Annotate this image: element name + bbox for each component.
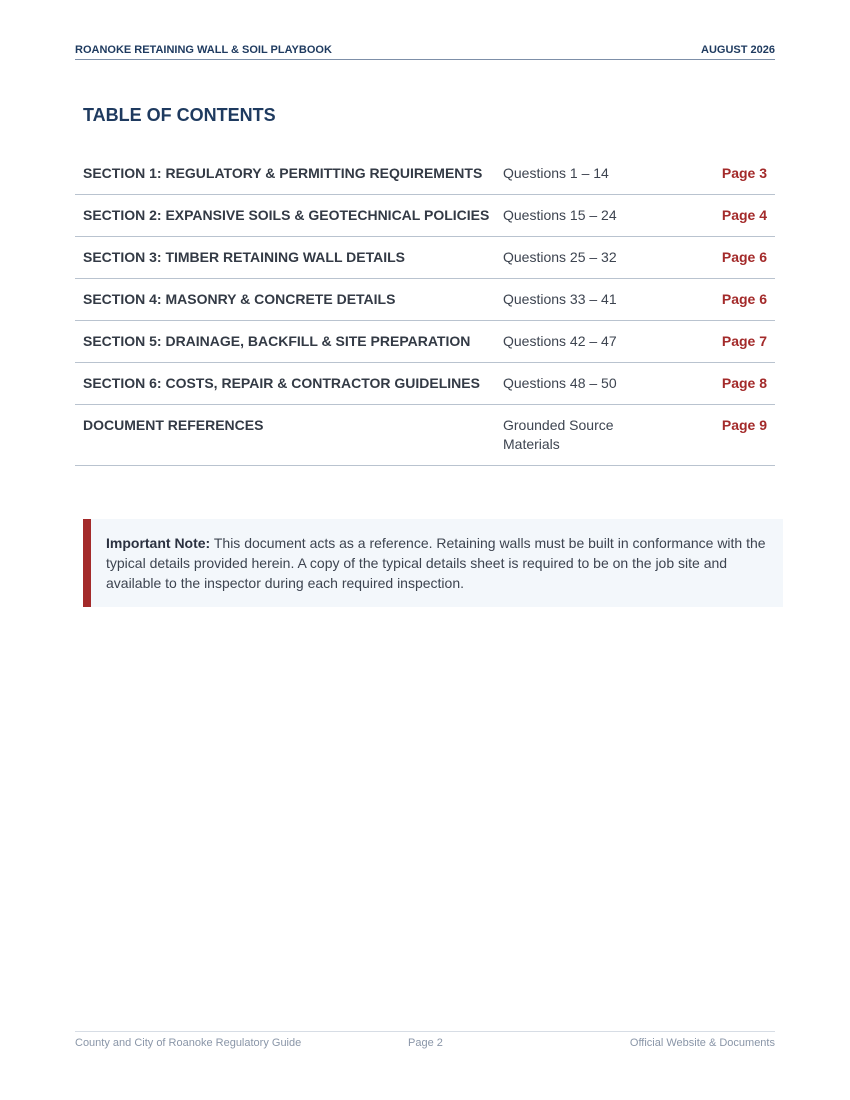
toc-questions-range: Questions 42 – 47 xyxy=(503,333,617,349)
toc-section-label: SECTION 1: REGULATORY & PERMITTING REQUIREMENTS xyxy=(83,165,483,181)
important-note-callout xyxy=(83,519,783,607)
toc-page-link[interactable]: Page 7 xyxy=(721,333,767,349)
toc-section-label: SECTION 6: COSTS, REPAIR & CONTRACTOR GUIDELINES xyxy=(83,375,480,391)
toc-row[interactable] xyxy=(75,321,775,363)
header-title: ROANOKE RETAINING WALL & SOIL PLAYBOOK xyxy=(75,44,332,56)
toc-row[interactable] xyxy=(75,153,775,195)
toc-questions-range: Questions 33 – 41 xyxy=(503,291,617,307)
toc-questions-range: Questions 48 – 50 xyxy=(503,375,617,391)
toc-page-link[interactable]: Page 6 xyxy=(721,291,767,307)
toc-page-link[interactable]: Page 8 xyxy=(721,375,767,391)
toc-section-label: SECTION 4: MASONRY & CONCRETE DETAILS xyxy=(83,291,396,307)
toc-row[interactable] xyxy=(75,405,775,466)
footer-left: County and City of Roanoke Regulatory Guide xyxy=(75,1037,302,1049)
toc-section-label: SECTION 2: EXPANSIVE SOILS & GEOTECHNICAL POLICIES xyxy=(83,207,490,223)
toc-section-label: DOCUMENT REFERENCES xyxy=(83,417,264,433)
toc-page-link[interactable]: Page 9 xyxy=(721,417,767,433)
toc-page-link[interactable]: Page 3 xyxy=(721,165,767,181)
toc-row[interactable] xyxy=(75,237,775,279)
note-text: This document acts as a reference. Retaining walls must be built in conformance with the typical details provided herein. A copy of the typical details sheet is required to be on the job site and available to the inspector during each required inspection. xyxy=(106,535,766,591)
toc-questions-range: Questions 1 – 14 xyxy=(503,165,609,181)
toc-questions-range: Questions 25 – 32 xyxy=(503,249,617,265)
toc-row[interactable] xyxy=(75,195,775,237)
toc-row[interactable] xyxy=(75,279,775,321)
note-label: Important Note: xyxy=(106,535,211,551)
toc-title: TABLE OF CONTENTS xyxy=(83,105,276,125)
footer-right: Official Website & Documents xyxy=(629,1037,775,1049)
toc-section-label: SECTION 5: DRAINAGE, BACKFILL & SITE PREPARATION xyxy=(83,333,471,349)
toc-questions-range: Grounded Source Materials xyxy=(503,417,614,452)
toc-row[interactable] xyxy=(75,363,775,405)
toc-page-link[interactable]: Page 4 xyxy=(721,207,767,223)
footer-page-number: Page 2 xyxy=(408,1037,443,1049)
toc-questions-range: Questions 15 – 24 xyxy=(503,207,617,223)
page-header xyxy=(75,44,775,60)
toc-page-link[interactable]: Page 6 xyxy=(721,249,767,265)
header-date: AUGUST 2026 xyxy=(701,44,775,56)
toc-table xyxy=(75,153,775,466)
toc-section-label: SECTION 3: TIMBER RETAINING WALL DETAILS xyxy=(83,249,405,265)
page-footer xyxy=(75,1031,775,1049)
